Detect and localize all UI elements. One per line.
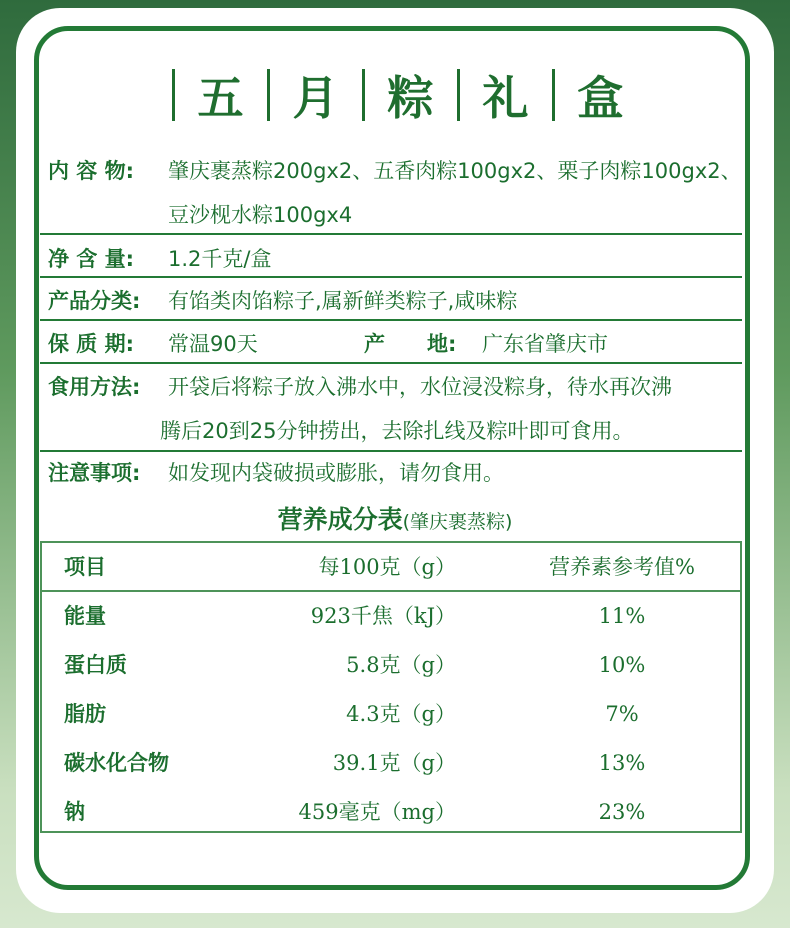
header-item: 项目 xyxy=(64,554,106,579)
row-fat-name: 脂肪 xyxy=(64,701,106,726)
title-char: 五 xyxy=(197,71,244,125)
nutrition-title xyxy=(0,500,790,536)
row-energy-nrv: 11% xyxy=(598,604,646,628)
divider-line xyxy=(40,233,742,235)
contents-label: 内 容 物: xyxy=(48,159,135,183)
origin-label: 产 地: xyxy=(364,332,457,356)
contents-row-2 xyxy=(168,200,352,230)
row-energy-name: 能量 xyxy=(64,603,106,628)
usage-value-2: 腾后20到25分钟捞出，去除扎线及粽叶即可食用。 xyxy=(160,419,634,443)
row-sodium-name: 钠 xyxy=(64,799,85,824)
shelf-life-row xyxy=(48,329,608,359)
contents-value-2: 豆沙枧水粽100gx4 xyxy=(168,203,353,227)
row-sodium-value: 459毫克（mg） xyxy=(298,800,456,824)
contents-row xyxy=(48,156,742,186)
title-char: 礼 xyxy=(482,71,529,125)
row-fat-nrv: 7% xyxy=(605,702,639,726)
nutrition-table xyxy=(40,541,742,833)
net-content-label: 净 含 量: xyxy=(48,247,135,271)
row-protein-value: 5.8克（g） xyxy=(346,653,456,677)
category-row xyxy=(48,286,517,316)
title-divider xyxy=(552,69,555,121)
row-protein-name: 蛋白质 xyxy=(64,652,127,677)
row-energy-value: 923千焦（kJ） xyxy=(310,604,456,628)
nutrition-title-text: 营养成分表 xyxy=(277,505,403,534)
origin-value: 广东省肇庆市 xyxy=(482,332,608,356)
notes-row xyxy=(48,458,504,488)
header-nrv: 营养素参考值% xyxy=(549,555,695,579)
net-content-value: 1.2千克/盒 xyxy=(168,247,272,271)
usage-row-2 xyxy=(160,416,633,446)
notes-label: 注意事项: xyxy=(48,461,141,485)
row-carbs-name: 碳水化合物 xyxy=(64,750,169,775)
row-carbs-value: 39.1克（g） xyxy=(332,751,456,775)
row-protein-nrv: 10% xyxy=(598,653,646,677)
shelf-life-value: 常温90天 xyxy=(168,332,258,356)
title-char: 盒 xyxy=(577,71,624,125)
title-divider xyxy=(362,69,365,121)
header-per100g: 每100克（g） xyxy=(318,555,456,579)
row-fat-value: 4.3克（g） xyxy=(346,702,456,726)
row-sodium-nrv: 23% xyxy=(598,800,646,824)
table-header xyxy=(42,543,740,592)
nutrition-subtitle: (肇庆裹蒸粽) xyxy=(402,511,513,533)
net-content-row xyxy=(48,244,271,274)
title-divider xyxy=(457,69,460,121)
title-divider xyxy=(267,69,270,121)
usage-row xyxy=(48,372,672,402)
page-title xyxy=(0,60,790,130)
usage-label: 食用方法: xyxy=(48,375,141,399)
divider-line xyxy=(40,450,742,452)
title-divider xyxy=(172,69,175,121)
row-carbs-nrv: 13% xyxy=(598,751,646,775)
usage-value: 开袋后将粽子放入沸水中，水位浸没粽身，待水再次沸 xyxy=(168,375,672,399)
divider-line xyxy=(40,319,742,321)
category-value: 有馅类肉馅粽子,属新鲜类粽子,咸味粽 xyxy=(168,289,518,313)
category-label: 产品分类: xyxy=(48,289,141,313)
divider-line xyxy=(40,276,742,278)
divider-line xyxy=(40,362,742,364)
title-char: 粽 xyxy=(387,71,434,125)
shelf-life-label: 保 质 期: xyxy=(48,332,135,356)
notes-value: 如发现内袋破损或膨胀，请勿食用。 xyxy=(168,461,504,485)
title-char: 月 xyxy=(292,71,339,125)
contents-value: 肇庆裹蒸粽200gx2、五香肉粽100gx2、栗子肉粽100gx2、 xyxy=(168,159,742,183)
